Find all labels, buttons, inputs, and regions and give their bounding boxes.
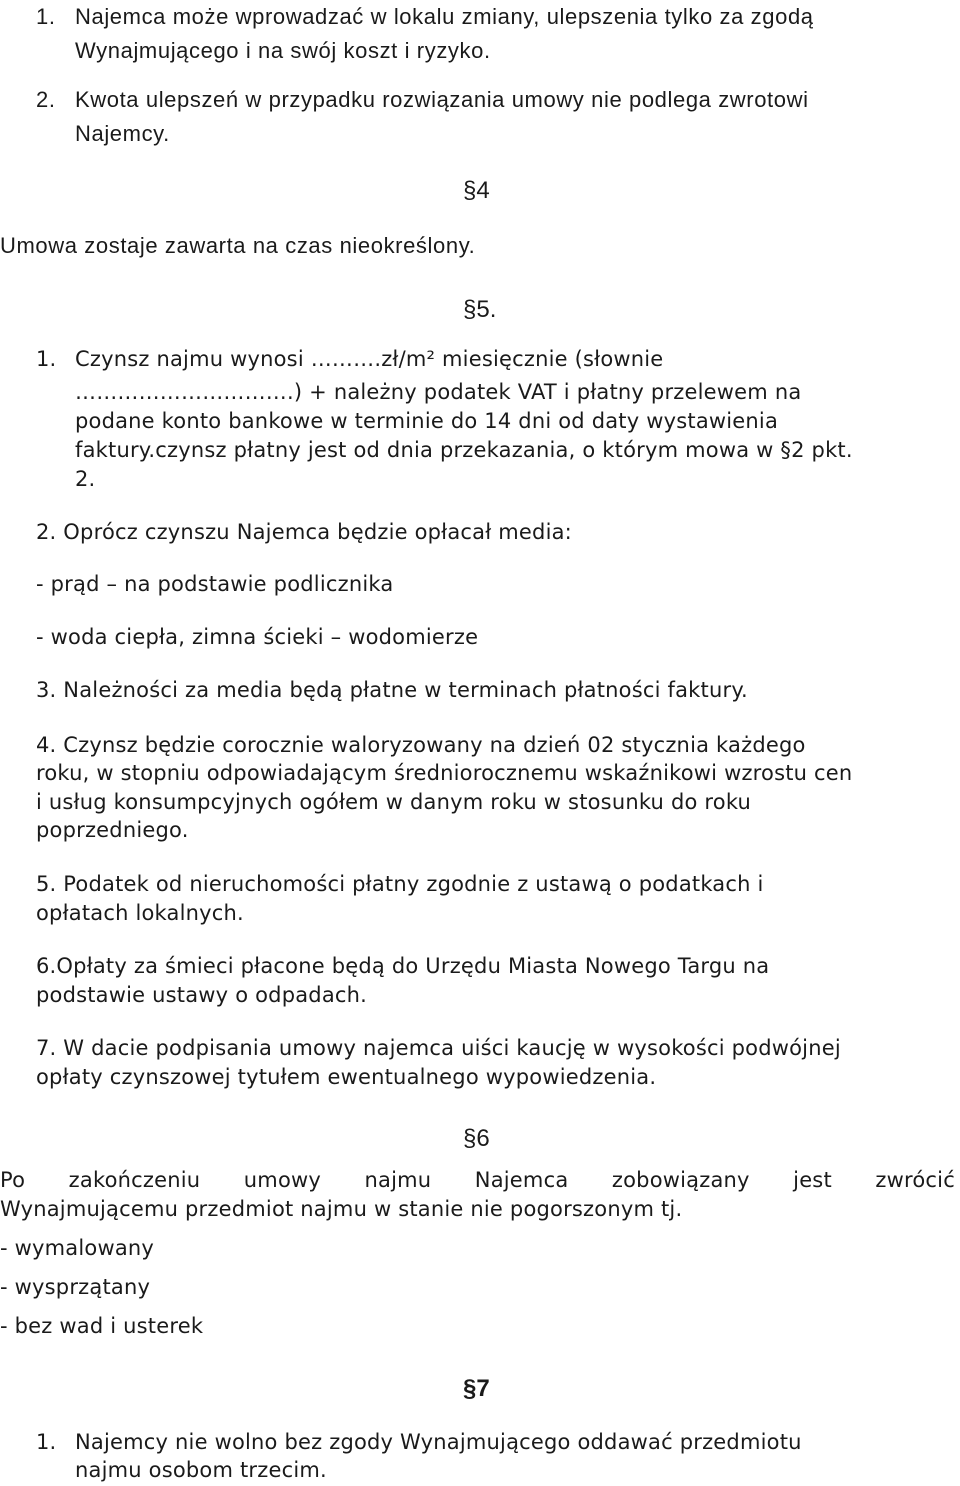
- p7-item1-line2: najmu osobom trzecim.: [75, 1458, 327, 1482]
- p6-word: zobowiązany: [611, 1168, 750, 1192]
- p6-word: zwrócić: [875, 1168, 955, 1192]
- section-4-text: Umowa zostaje zawarta na czas nieokreślony.: [0, 233, 476, 258]
- p5-item4-line3: i usług konsumpcyjnych ogółem w danym roku w stosunku do roku: [36, 790, 752, 814]
- p3-item1-line1: Najemca może wprowadzać w lokalu zmiany, ulepszenia tylko za zgodą: [75, 4, 814, 29]
- p5-item7-line2: opłaty czynszowej tytułem ewentualnego wypowiedzenia.: [36, 1065, 657, 1089]
- p3-item2-number: 2.: [36, 87, 56, 112]
- p5-item2: 2. Oprócz czynszu Najemca będzie opłacał media:: [36, 520, 572, 544]
- p6-word: umowy: [243, 1168, 321, 1192]
- p6-line2: Wynajmującemu przedmiot najmu w stanie nie pogorszonym tj.: [0, 1197, 683, 1221]
- section-6-heading: §6: [463, 1125, 490, 1152]
- p5-item4-line2: roku, w stopniu odpowiadającym średniorocznemu wskaźnikowi wzrostu cen: [36, 761, 853, 785]
- section-5-heading: §5.: [463, 296, 497, 323]
- p3-item1-line2: Wynajmującego i na swój koszt i ryzyko.: [75, 38, 491, 63]
- p6-dash1: - wymalowany: [0, 1236, 155, 1260]
- p5-item1-line3: podane konto bankowe w terminie do 14 dni od daty wystawienia: [75, 409, 779, 433]
- p7-item1-number: 1.: [36, 1430, 57, 1454]
- p5-item2-dash1: - prąd – na podstawie podlicznika: [36, 572, 394, 596]
- p5-item5-line2: opłatach lokalnych.: [36, 901, 244, 925]
- p5-item1-line1: Czynsz najmu wynosi ……….zł/m² miesięcznie (słownie: [75, 347, 664, 371]
- p5-item2-dash2: - woda ciepła, zimna ścieki – wodomierze: [36, 625, 479, 649]
- section-7-heading: §7: [463, 1375, 490, 1402]
- p6-dash2: - wysprzątany: [0, 1275, 151, 1299]
- p3-item2-line2: Najemcy.: [75, 121, 170, 146]
- p5-item5-line1: 5. Podatek od nieruchomości płatny zgodnie z ustawą o podatkach i: [36, 872, 764, 896]
- p5-item6-line1: 6.Opłaty za śmieci płacone będą do Urzędu Miasta Nowego Targu na: [36, 954, 770, 978]
- p5-item3: 3. Należności za media będą płatne w terminach płatności faktury.: [36, 678, 748, 702]
- p5-item4-line1: 4. Czynsz będzie corocznie waloryzowany na dzień 02 stycznia każdego: [36, 733, 806, 757]
- p6-word: jest: [793, 1168, 832, 1192]
- p5-item1-number: 1.: [36, 347, 57, 371]
- p3-item2-line1: Kwota ulepszeń w przypadku rozwiązania umowy nie podlega zwrotowi: [75, 87, 809, 112]
- section-4-heading: §4: [463, 177, 490, 204]
- p7-item1-line1: Najemcy nie wolno bez zgody Wynajmującego oddawać przedmiotu: [75, 1430, 802, 1454]
- p6-word: Po: [0, 1168, 26, 1192]
- p5-item1-line5: 2.: [75, 467, 96, 491]
- p5-item1-line2: ………………………….) + należny podatek VAT i płatny przelewem na: [75, 380, 802, 404]
- p5-item6-line2: podstawie ustawy o odpadach.: [36, 983, 368, 1007]
- p6-word: Najemca: [474, 1168, 569, 1192]
- p5-item1-line4: faktury.czynsz płatny jest od dnia przekazania, o którym mowa w §2 pkt.: [75, 438, 853, 462]
- p6-word: najmu: [364, 1168, 432, 1192]
- p6-dash3: - bez wad i usterek: [0, 1314, 204, 1338]
- p5-item4-line4: poprzedniego.: [36, 818, 189, 842]
- p3-item1-number: 1.: [36, 4, 56, 29]
- p6-line1: [0, 1166, 955, 1195]
- p5-item7-line1: 7. W dacie podpisania umowy najemca uiści kaucję w wysokości podwójnej: [36, 1036, 841, 1060]
- p6-word: zakończeniu: [68, 1168, 201, 1192]
